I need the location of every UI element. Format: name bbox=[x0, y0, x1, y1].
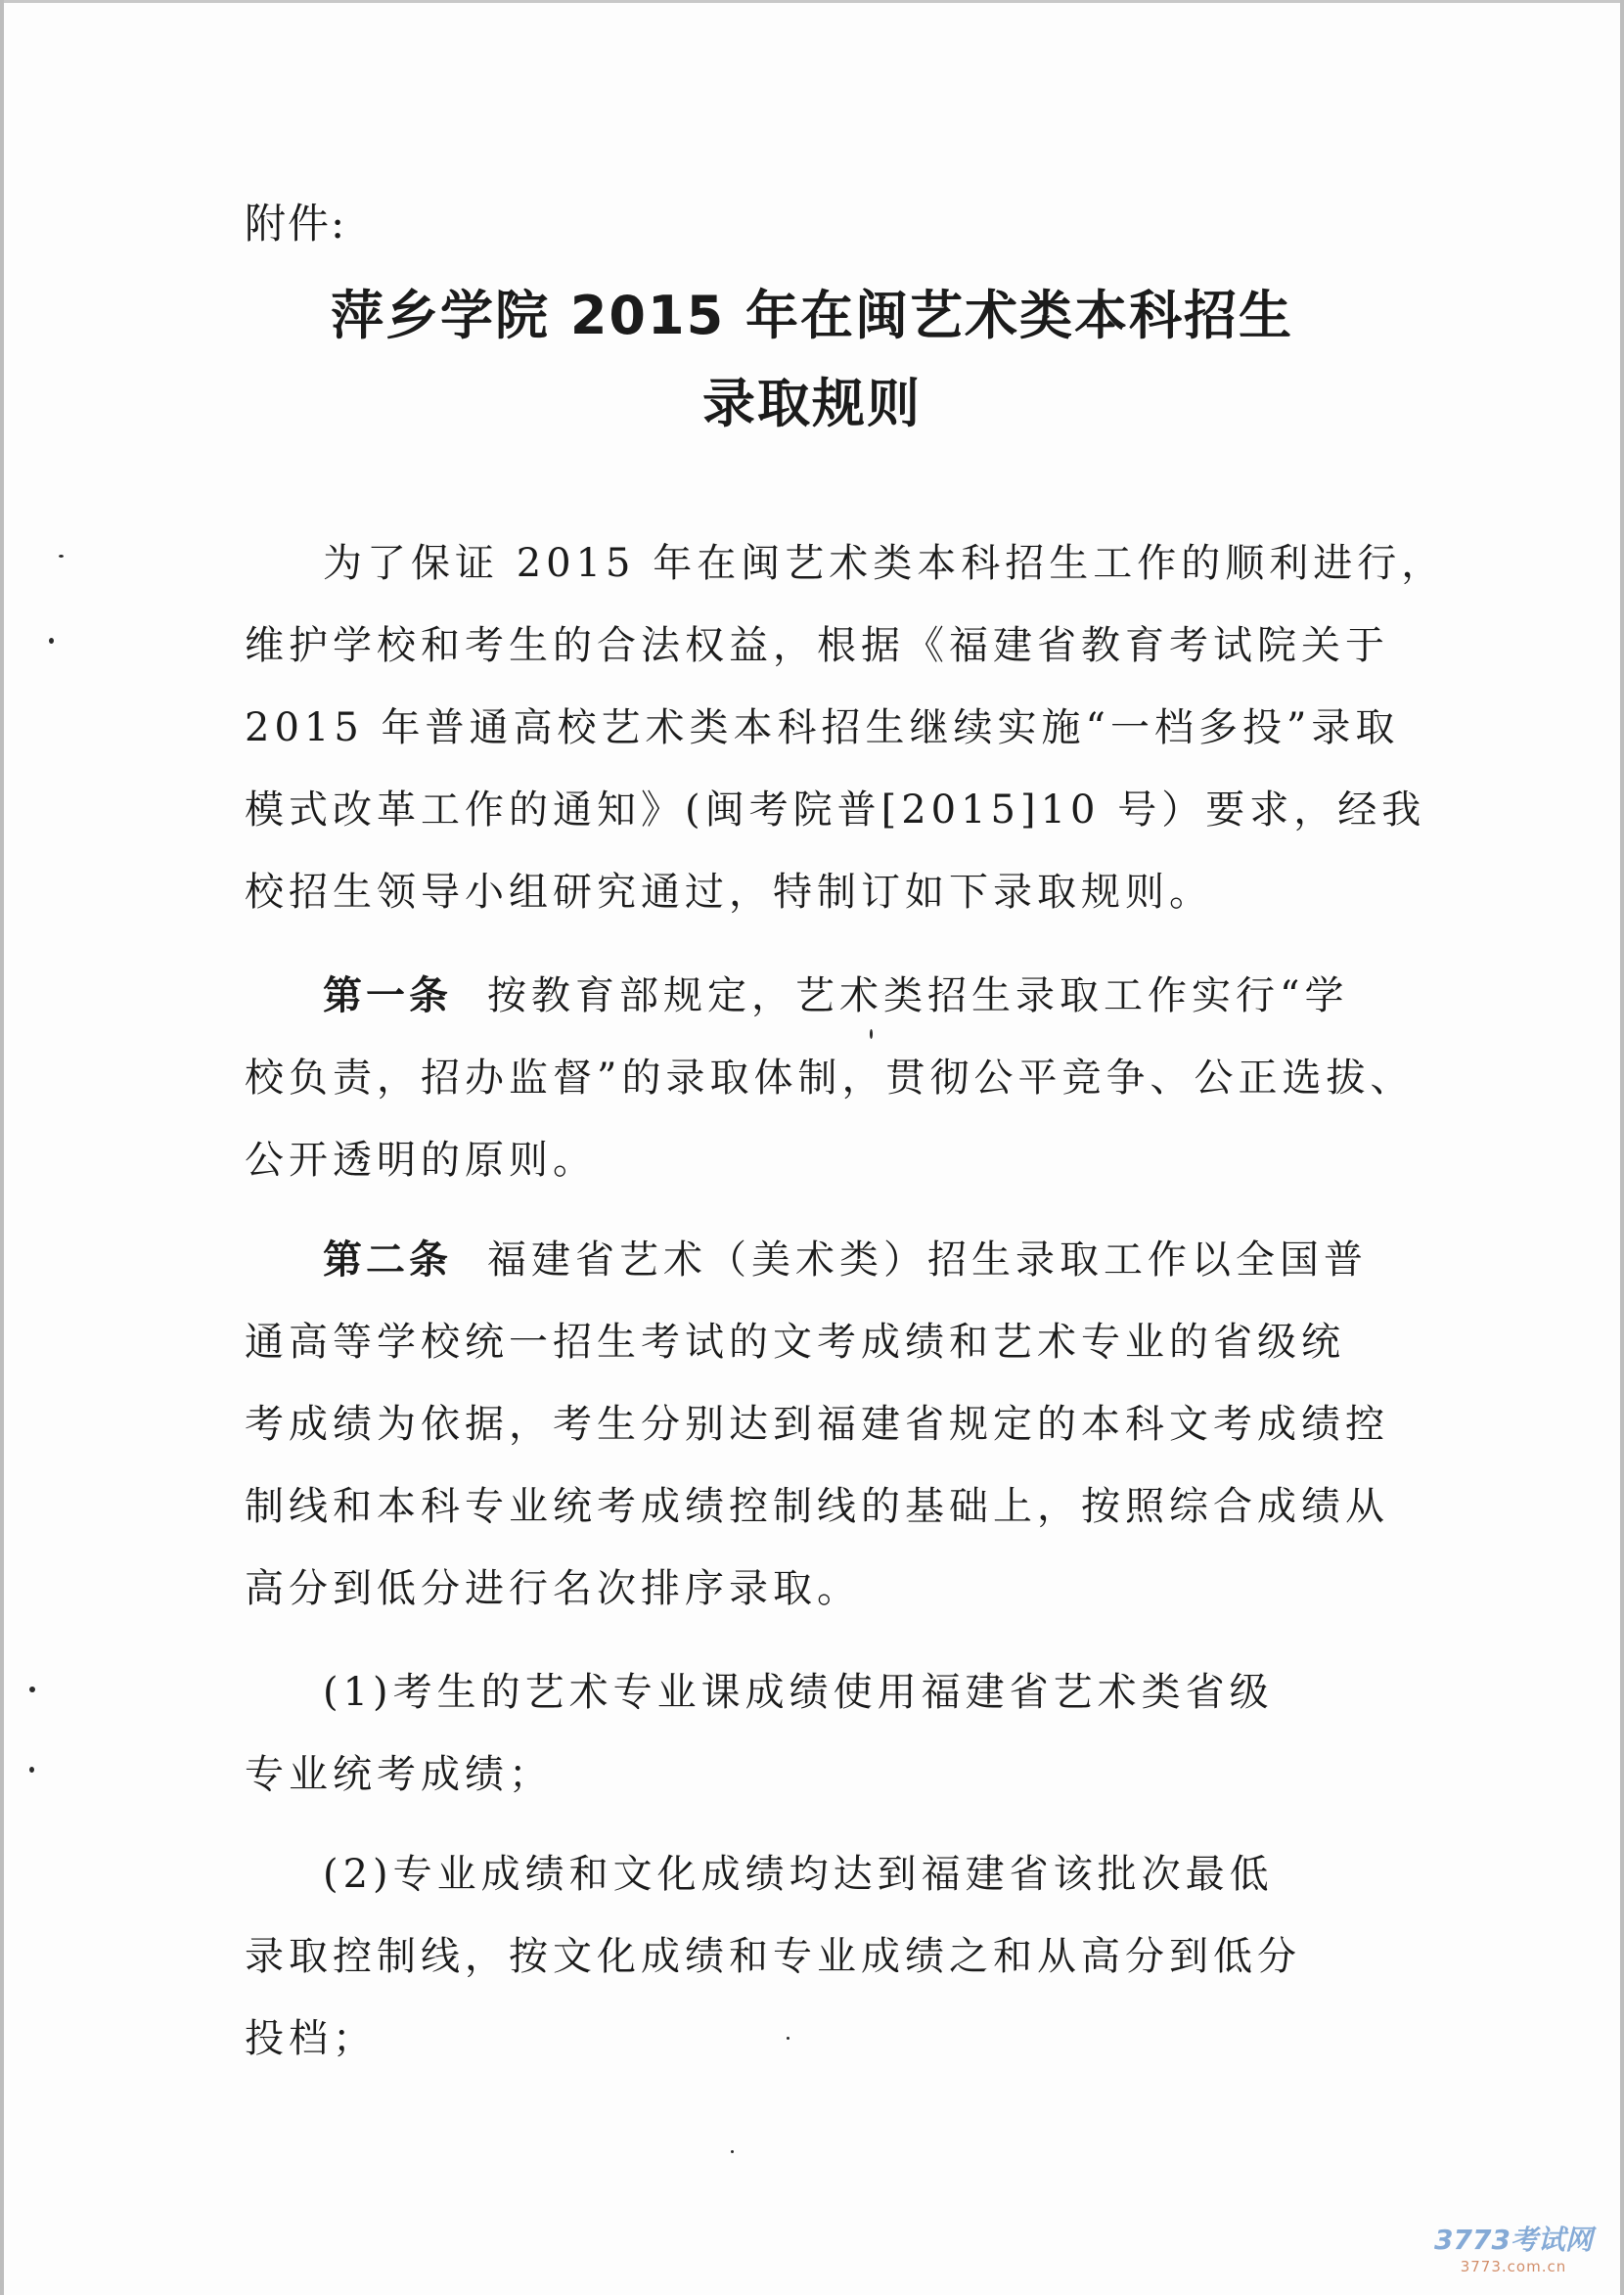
article-1-first-line bbox=[323, 965, 1348, 1020]
scan-speck bbox=[29, 1767, 34, 1773]
item-2-line: 录取控制线，按文化成绩和专业成绩之和从高分到低分 bbox=[245, 1934, 1301, 1979]
document-title-line-2: 录取规则 bbox=[702, 373, 922, 434]
article-1-text: 按教育部规定，艺术类招生录取工作实行“学 bbox=[487, 973, 1349, 1018]
scan-speck bbox=[787, 2037, 789, 2040]
watermark-brand: 3773考试网 bbox=[1434, 2224, 1593, 2256]
scan-speck bbox=[49, 638, 54, 644]
article-1-line: 公开透明的原则。 bbox=[245, 1138, 597, 1183]
article-2-line: 考成绩为依据，考生分别达到福建省规定的本科文考成绩控 bbox=[245, 1402, 1389, 1447]
item-2-line: 投档； bbox=[245, 2016, 377, 2061]
scan-speck bbox=[59, 555, 64, 558]
item-1-line: 专业统考成绩； bbox=[245, 1752, 553, 1797]
scan-speck bbox=[870, 1029, 873, 1039]
attachment-label: 附件: bbox=[245, 200, 347, 248]
article-2-first-line bbox=[323, 1229, 1368, 1284]
article-2-line: 制线和本科专业统考成绩控制线的基础上，按照综合成绩从 bbox=[245, 1484, 1389, 1529]
article-2-label: 第二条 bbox=[323, 1238, 452, 1282]
article-2-line: 通高等学校统一招生考试的文考成绩和艺术专业的省级统 bbox=[245, 1320, 1345, 1365]
scan-speck bbox=[731, 2150, 734, 2153]
site-watermark bbox=[1434, 2219, 1593, 2275]
intro-line: 模式改革工作的通知》(闽考院普[2015]10 号）要求，经我 bbox=[245, 788, 1426, 832]
article-1-line: 校负责，招办监督”的录取体制，贯彻公平竞争、公正选拔、 bbox=[245, 1056, 1415, 1101]
article-2-text: 福建省艺术（美术类）招生录取工作以全国普 bbox=[487, 1238, 1368, 1282]
intro-line: 维护学校和考生的合法权益，根据《福建省教育考试院关于 bbox=[245, 623, 1389, 668]
item-1-line: (1)考生的艺术专业课成绩使用福建省艺术类省级 bbox=[323, 1670, 1274, 1715]
document-title-line-1: 萍乡学院 2015 年在闽艺术类本科招生 bbox=[331, 285, 1293, 346]
intro-line: 2015 年普通高校艺术类本科招生继续实施“一档多投”录取 bbox=[245, 705, 1400, 750]
watermark-domain: 3773.com.cn bbox=[1460, 2258, 1567, 2275]
article-1-label: 第一条 bbox=[323, 973, 452, 1018]
scan-top-edge bbox=[0, 0, 1624, 3]
item-2-line: (2)专业成绩和文化成绩均达到福建省该批次最低 bbox=[323, 1852, 1274, 1897]
intro-line: 为了保证 2015 年在闽艺术类本科招生工作的顺利进行， bbox=[323, 541, 1446, 586]
article-2-line: 高分到低分进行名次排序录取。 bbox=[245, 1566, 861, 1611]
scan-speck bbox=[29, 1687, 35, 1692]
intro-line: 校招生领导小组研究通过，特制订如下录取规则。 bbox=[245, 870, 1213, 915]
